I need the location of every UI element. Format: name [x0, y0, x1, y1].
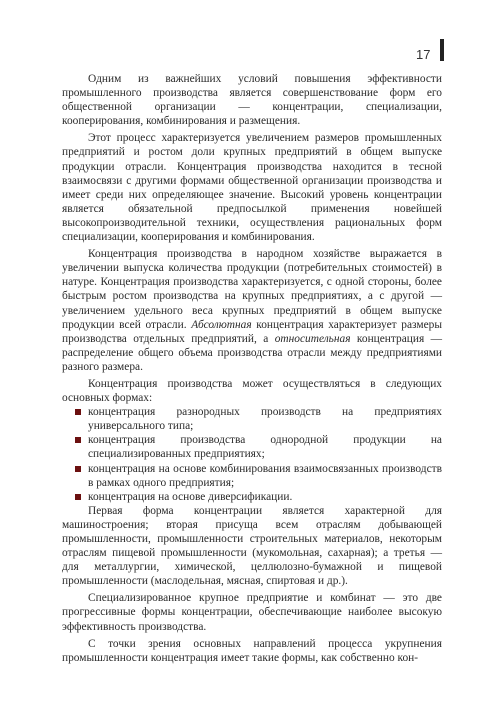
paragraph-6: Специализированное крупное предприятие и комбинат — это две прогрессивные формы концентрации, обеспечивающие наиболее высокую эффективность производства.: [62, 592, 442, 633]
paragraph-3-text-middle: концентрация характеризует размеры производства отдельных предприятий, а: [62, 318, 442, 345]
page-marker-bar: [440, 39, 444, 61]
paragraph-3-text-after: концентрация — распределение общего объема производства отрасли между предприятиями разного размера.: [62, 332, 442, 373]
square-bullet-icon: [75, 466, 81, 472]
term-absolute: Абсолютная: [191, 318, 252, 331]
forms-list: [62, 405, 442, 504]
paragraph-3: [62, 247, 442, 374]
list-item-text: концентрация на основе комбинирования взаимосвязанных производств в рамках одного предприятия;: [88, 462, 442, 489]
square-bullet-icon: [75, 494, 81, 500]
list-item-text: концентрация производства однородной продукции на специализированных предприятиях;: [88, 434, 442, 461]
list-item: [62, 490, 442, 504]
paragraph-4: Концентрация производства может осуществляться в следующих основных формах:: [62, 377, 442, 405]
paragraph-5: Первая форма концентрации является характерной для машиностроения; вторая присуща всем отраслям добывающей промышленности, промышленности строительных материалов, некоторым отраслям пищевой промышленности (мукомольная, сахарная); а третья — для металлургии, химической, целлюлозно-бумажной и пищевой промышленности (маслодельная, мясная, спиртовая и др.).: [62, 504, 442, 588]
square-bullet-icon: [75, 437, 81, 443]
term-relative: относительная: [274, 332, 351, 345]
list-item-text: концентрация на основе диверсификации.: [88, 490, 293, 503]
list-item: [62, 405, 442, 433]
page-number: 17: [416, 47, 431, 62]
list-item: [62, 433, 442, 461]
body-text: [62, 72, 442, 665]
square-bullet-icon: [75, 409, 81, 415]
paragraph-2: Этот процесс характеризуется увеличением размеров промышленных предприятий и ростом доли крупных предприятий в общем выпуске продукции отрасли. Концентрация производства находится в тесной взаимосвязи с другими формами общественной организации производства и имеет среди них определяющее значение. Высокий уровень концентрации является обязательной предпосылкой применения новейшей высокопроизводительной техники, осуществления рациональных форм специализации, кооперирования и комбинирования.: [62, 132, 442, 244]
list-item: [62, 462, 442, 490]
paragraph-7: С точки зрения основных направлений процесса укрупнения промышленности концентрация имеет такие формы, как собственно кон-: [62, 637, 442, 664]
paragraph-3-text-before: Концентрация производства в народном хозяйстве выражается в увеличении выпуска количества продукции (потребительных стоимостей) в натуре. Концентрация производства характеризуется, с одной стороны, более быстрым ростом производства на крупных предприятиях, а с другой — увеличением удельного веса крупных предприятий в общем выпуске продукции всей отрасли.: [62, 248, 442, 331]
list-item-text: концентрация разнородных производств на предприятиях универсального типа;: [88, 406, 442, 433]
paragraph-1: Одним из важнейших условий повышения эффективности промышленного производства является совершенствование форм его общественной организации — концентрации, специализации, кооперирования, комбинирования и размещения.: [62, 73, 442, 128]
